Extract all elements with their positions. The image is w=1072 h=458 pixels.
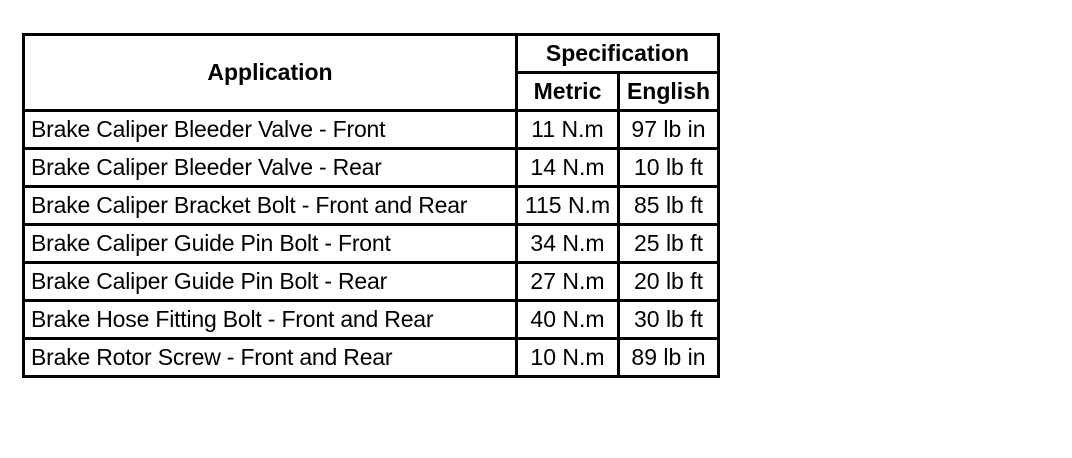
- cell-english: 20 lb ft: [619, 263, 719, 301]
- fastener-spec-table: [22, 33, 720, 378]
- cell-metric: 14 N.m: [517, 149, 619, 187]
- table-row: [24, 339, 719, 377]
- cell-application: Brake Caliper Guide Pin Bolt - Rear: [24, 263, 517, 301]
- cell-application: Brake Hose Fitting Bolt - Front and Rear: [24, 301, 517, 339]
- cell-application: Brake Caliper Bracket Bolt - Front and Rear: [24, 187, 517, 225]
- cell-application: Brake Caliper Bleeder Valve - Front: [24, 111, 517, 149]
- table-header: [24, 35, 719, 111]
- table-body: [24, 111, 719, 377]
- cell-metric: 34 N.m: [517, 225, 619, 263]
- cell-metric: 40 N.m: [517, 301, 619, 339]
- cell-english: 30 lb ft: [619, 301, 719, 339]
- cell-metric: 10 N.m: [517, 339, 619, 377]
- cell-english: 10 lb ft: [619, 149, 719, 187]
- table-row: [24, 263, 719, 301]
- table-row: [24, 111, 719, 149]
- cell-english: 97 lb in: [619, 111, 719, 149]
- header-application: Application: [24, 35, 517, 111]
- cell-metric: 27 N.m: [517, 263, 619, 301]
- table-row: [24, 225, 719, 263]
- header-row: [24, 35, 719, 73]
- cell-english: 85 lb ft: [619, 187, 719, 225]
- cell-english: 25 lb ft: [619, 225, 719, 263]
- cell-metric: 115 N.m: [517, 187, 619, 225]
- cell-english: 89 lb in: [619, 339, 719, 377]
- header-english: English: [619, 73, 719, 111]
- header-specification: Specification: [517, 35, 719, 73]
- table-row: [24, 301, 719, 339]
- table-row: [24, 187, 719, 225]
- cell-application: Brake Caliper Guide Pin Bolt - Front: [24, 225, 517, 263]
- cell-metric: 11 N.m: [517, 111, 619, 149]
- table-row: [24, 149, 719, 187]
- cell-application: Brake Rotor Screw - Front and Rear: [24, 339, 517, 377]
- cell-application: Brake Caliper Bleeder Valve - Rear: [24, 149, 517, 187]
- header-metric: Metric: [517, 73, 619, 111]
